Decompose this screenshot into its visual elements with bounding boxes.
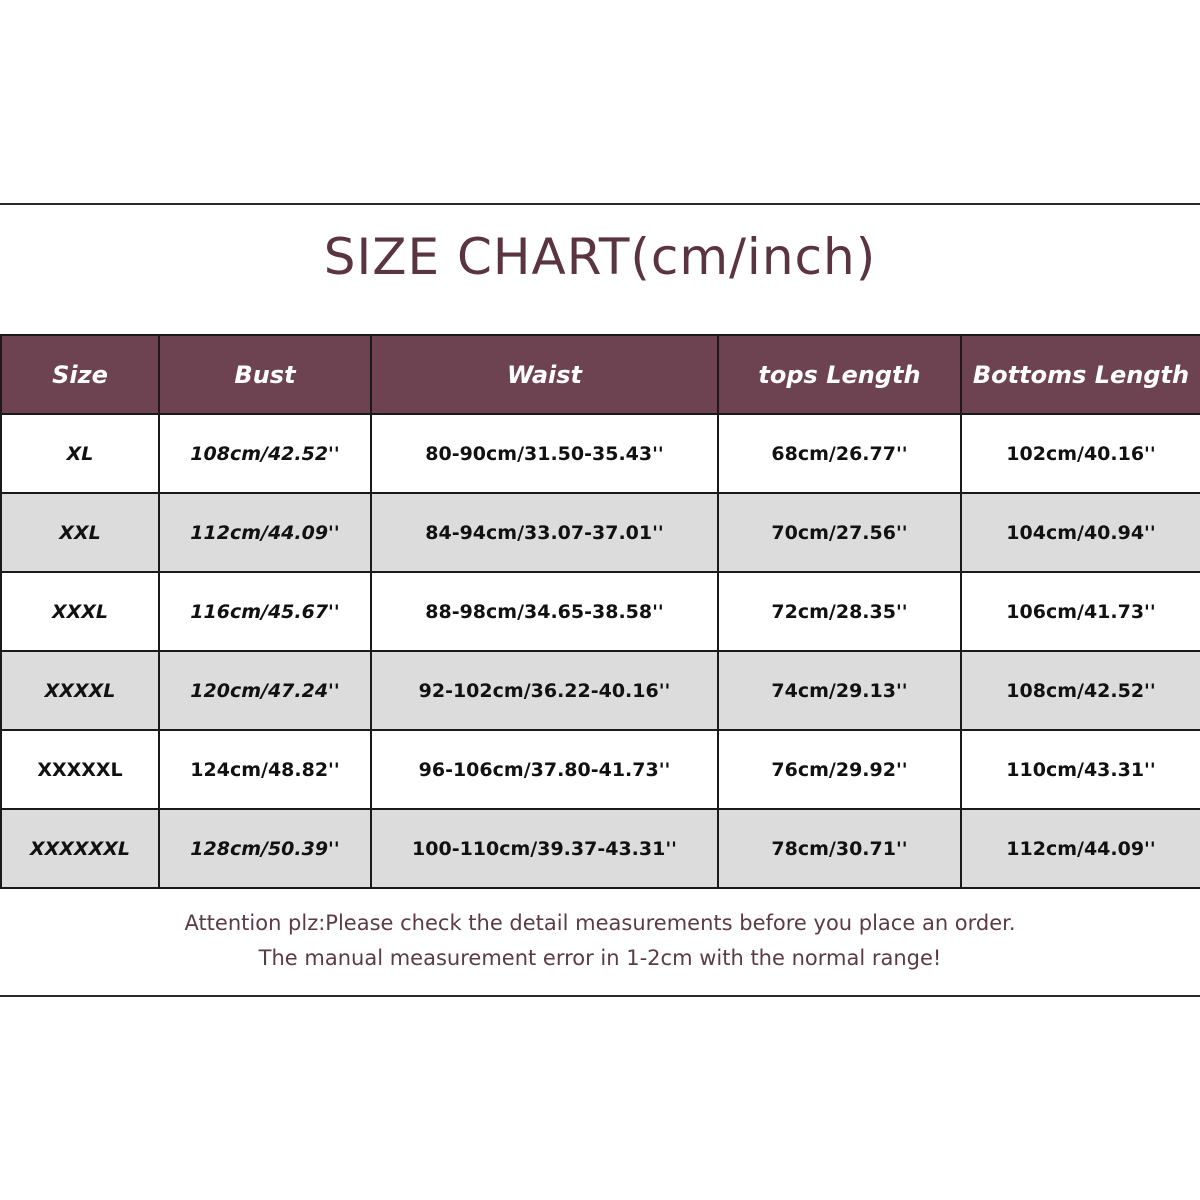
- attention-note-line1: Attention plz:Please check the detail measurements before you place an order.: [184, 911, 1016, 935]
- cell-bottoms-length: 106cm/41.73'': [961, 572, 1200, 651]
- cell-bottoms-length: 104cm/40.94'': [961, 493, 1200, 572]
- cell-size: XXXXXL: [1, 730, 159, 809]
- cell-bust: 120cm/47.24'': [159, 651, 371, 730]
- table-header-row: [1, 335, 1200, 414]
- cell-bottoms-length: 108cm/42.52'': [961, 651, 1200, 730]
- table-row: [1, 809, 1200, 888]
- cell-bust: 108cm/42.52'': [159, 414, 371, 493]
- top-divider: [0, 203, 1200, 205]
- cell-waist: 92-102cm/36.22-40.16'': [371, 651, 718, 730]
- cell-tops-length: 70cm/27.56'': [718, 493, 961, 572]
- cell-tops-length: 68cm/26.77'': [718, 414, 961, 493]
- cell-bust: 112cm/44.09'': [159, 493, 371, 572]
- size-table: [0, 334, 1200, 889]
- cell-waist: 80-90cm/31.50-35.43'': [371, 414, 718, 493]
- cell-tops-length: 76cm/29.92'': [718, 730, 961, 809]
- header-waist: Waist: [371, 335, 718, 414]
- cell-bust: 128cm/50.39'': [159, 809, 371, 888]
- header-tops-length: tops Length: [718, 335, 961, 414]
- chart-title: SIZE CHART(cm/inch): [323, 228, 877, 286]
- table-row: [1, 730, 1200, 809]
- cell-waist: 88-98cm/34.65-38.58'': [371, 572, 718, 651]
- cell-bottoms-length: 110cm/43.31'': [961, 730, 1200, 809]
- cell-tops-length: 72cm/28.35'': [718, 572, 961, 651]
- cell-bust: 124cm/48.82'': [159, 730, 371, 809]
- cell-tops-length: 78cm/30.71'': [718, 809, 961, 888]
- cell-waist: 100-110cm/39.37-43.31'': [371, 809, 718, 888]
- table-row: [1, 414, 1200, 493]
- table-row: [1, 572, 1200, 651]
- header-size: Size: [1, 335, 159, 414]
- cell-size: XXXXL: [1, 651, 159, 730]
- cell-bust: 116cm/45.67'': [159, 572, 371, 651]
- table-row: [1, 651, 1200, 730]
- cell-size: XXXL: [1, 572, 159, 651]
- table-row: [1, 493, 1200, 572]
- cell-size: XXXXXXL: [1, 809, 159, 888]
- cell-size: XL: [1, 414, 159, 493]
- cell-bottoms-length: 102cm/40.16'': [961, 414, 1200, 493]
- cell-waist: 84-94cm/33.07-37.01'': [371, 493, 718, 572]
- attention-note-line2: The manual measurement error in 1-2cm with the normal range!: [258, 946, 942, 970]
- cell-bottoms-length: 112cm/44.09'': [961, 809, 1200, 888]
- cell-waist: 96-106cm/37.80-41.73'': [371, 730, 718, 809]
- header-bust: Bust: [159, 335, 371, 414]
- bottom-divider: [0, 995, 1200, 997]
- header-bottoms-length: Bottoms Length: [961, 335, 1200, 414]
- cell-size: XXL: [1, 493, 159, 572]
- cell-tops-length: 74cm/29.13'': [718, 651, 961, 730]
